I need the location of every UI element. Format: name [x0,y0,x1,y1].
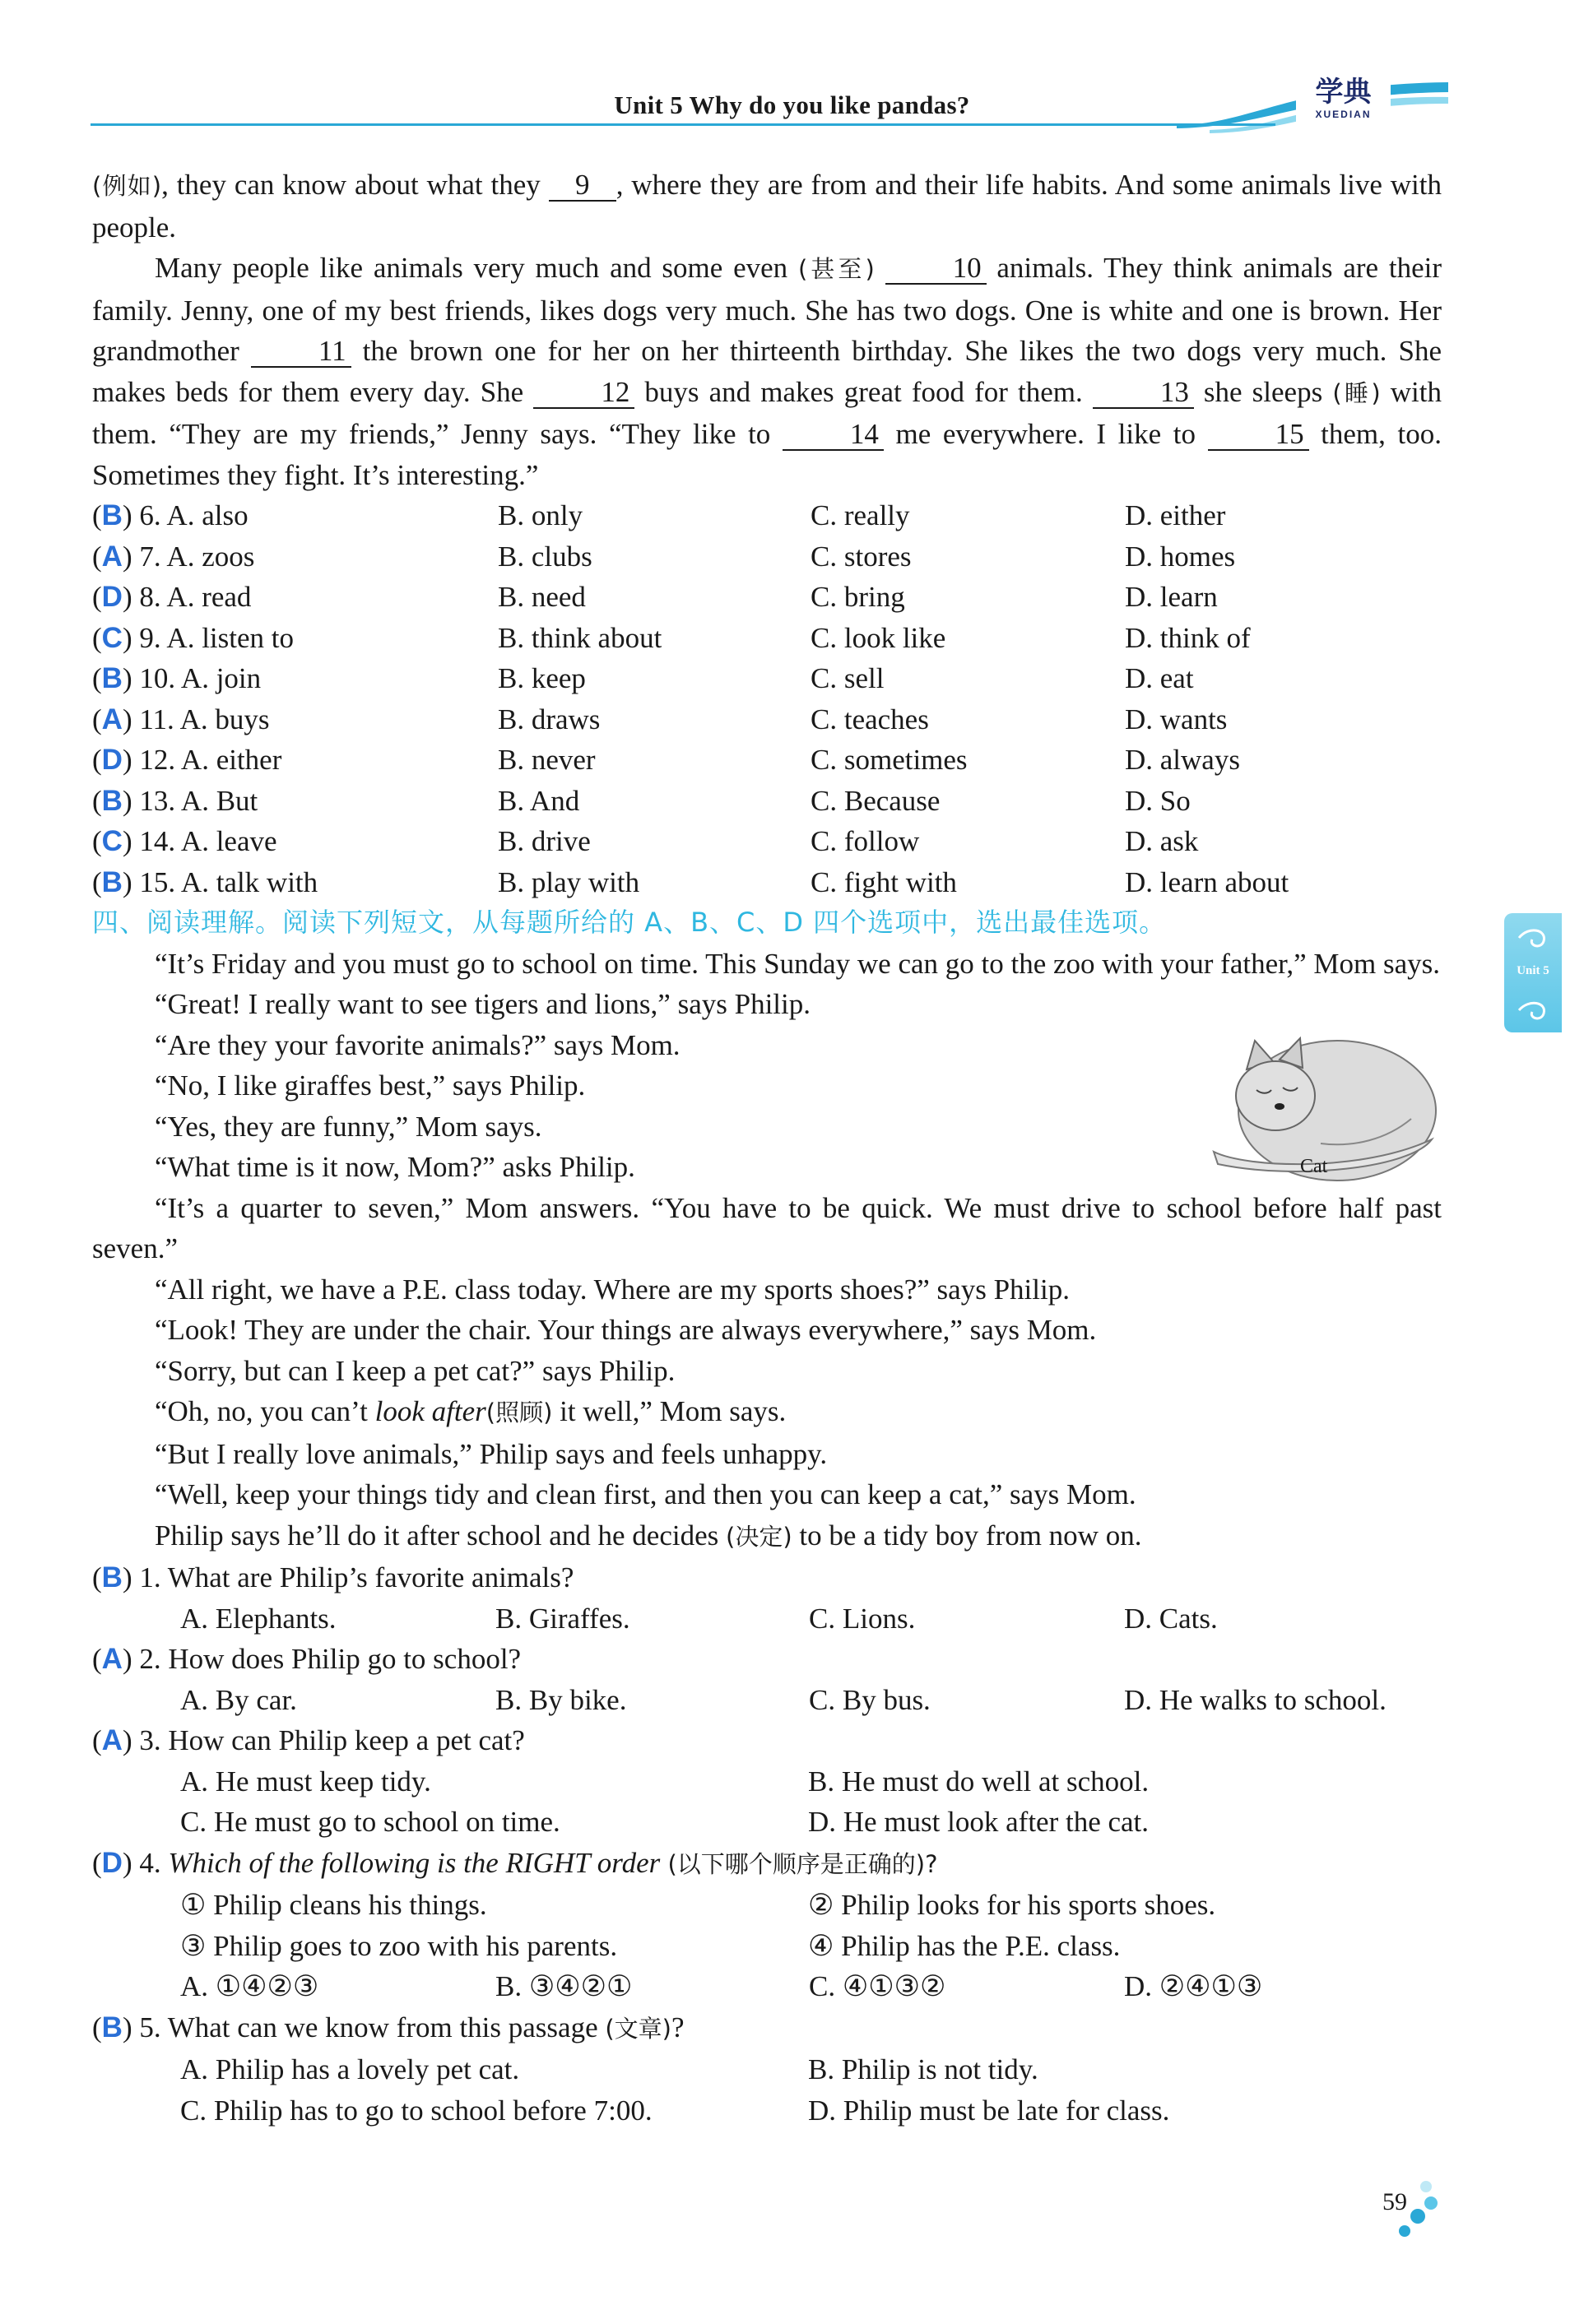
option-row: A. He must keep tidy. B. He must do well at school. [180,1765,1150,1798]
passage-line: “But I really love animals,” Philip says and feels unhappy. [155,1437,828,1470]
cloze-blank-15: 15 [1208,420,1309,451]
passage-line: “All right, we have a P.E. class today. Where are my sports shoes?” says Philip. [155,1273,1070,1306]
reading-passage [92,944,1442,1558]
answer-mark: B [101,784,123,817]
question-stem: (D) 4. Which of the following is the RIGHT order (以下哪个顺序是正确的)? [92,1846,938,1879]
option-row: (B) 15. A. talk with B. play with C. fight with D. learn about [92,865,1289,898]
option-row: (B) 13. A. But B. And C. Because D. So [92,784,1191,817]
answer-mark: A [101,703,123,735]
option-row: C. Philip has to go to school before 7:00. D. Philip must be late for class. [180,2094,1170,2127]
passage-line: “Look! They are under the chair. Your things are always everywhere,” says Mom. [155,1314,1097,1346]
passage-line: “It’s Friday and you must go to school on time. This Sunday we can go to the zoo with your father,” Mom says. [155,947,1441,980]
cat-caption: Cat [1300,1156,1328,1177]
answer-mark: A [101,1643,123,1675]
option-row: (B) 6. A. also B. only C. really D. either [92,499,1226,531]
passage-line: “Are they your favorite animals?” says Mom. [155,1028,681,1061]
option-row: (C) 14. A. leave B. drive C. follow D. ask [92,825,1199,857]
answer-mark: D [101,581,123,613]
passage-line: “Oh, no, you can’t look after(照顾) it well,” Mom says. [155,1395,787,1427]
unit-side-tab [1504,913,1562,1032]
chinese-gloss: (例如) [92,172,162,200]
option-row: (D) 8. A. read B. need C. bring D. learn [92,581,1218,613]
page-number: 59 [1382,2188,1407,2215]
option-row: (B) 10. A. join B. keep C. sell D. eat [92,662,1194,694]
passage-line: Philip says he’ll do it after school and he decides (决定) to be a tidy boy from now on. [155,1519,1142,1552]
passage-line: “Well, keep your things tidy and clean first, and then you can keep a cat,” says Mom. [155,1478,1136,1510]
answer-mark: B [101,2011,123,2043]
order-item-row: ① Philip cleans his things. ② Philip looks for his sports shoes. [180,1889,1216,1921]
passage-line: “It’s a quarter to seven,” Mom answers. “You have to be quick. We must drive to school before half past seven.” [92,1191,1442,1264]
cloze-blank-14: 14 [783,420,884,451]
chinese-gloss: (甚至) [797,255,875,283]
passage-line: “Yes, they are funny,” Mom says. [155,1110,542,1143]
answer-mark: C [101,825,123,857]
passage-line: “What time is it now, Mom?” asks Philip. [155,1151,635,1183]
question-stem: (A) 2. How does Philip go to school? [92,1643,522,1675]
question-1 [92,1557,1442,1639]
answer-mark: A [101,1724,123,1756]
option-row: A. Elephants. B. Giraffes. C. Lions. D. Cats. [180,1602,1218,1635]
side-tab-label: Unit 5 [1517,964,1549,977]
section-heading: 四、阅读理解。阅读下列短文，从每题所给的 A、B、C、D 四个选项中，选出最佳选项。 [92,907,1167,938]
brand-logo-text: 学典 [1315,76,1372,109]
page-title: Unit 5 Why do you like pandas? [614,90,970,119]
passage-line: “Great! I really want to see tigers and lions,” says Philip. [155,988,811,1020]
option-row: A. By car. B. By bike. C. By bus. D. He walks to school. [180,1683,1387,1716]
option-row: C. He must go to school on time. D. He must look after the cat. [180,1806,1150,1838]
answer-mark: B [101,662,123,694]
question-5 [92,2007,1442,2131]
answer-mark: C [101,621,123,654]
chinese-gloss: (决定) [726,1522,792,1551]
answer-mark: B [101,1561,123,1593]
option-row: (A) 11. A. buys B. draws C. teaches D. wants [92,703,1228,735]
cloze-blank-12: 12 [533,378,634,409]
brand-logo-sub: XUEDIAN [1315,109,1372,120]
decorative-dots [1395,2180,1444,2242]
main-content [92,165,1442,2131]
cloze-blank-9: 9 [549,170,616,202]
cloze-blank-13: 13 [1093,378,1194,409]
cloze-blank-10: 10 [885,253,987,285]
question-2 [92,1639,1442,1720]
answer-mark: D [101,1846,123,1879]
answer-mark: B [101,499,123,531]
option-row: (A) 7. A. zoos B. clubs C. stores D. homes [92,540,1236,573]
chinese-gloss: (以下哪个顺序是正确的)? [660,1849,938,1878]
passage-paragraph-1: (例如), they can know about what they 9 , where they are from and their life habits. And some animals live with people. [92,169,1442,244]
passage-line: “No, I like giraffes best,” says Philip. [155,1069,586,1102]
brand-logo [1296,72,1391,132]
chinese-gloss: (照顾) [485,1399,553,1426]
option-row: A. Philip has a lovely pet cat. B. Philip is not tidy. [180,2053,1038,2085]
chinese-gloss: (睡) [1332,378,1381,407]
passage-paragraph-2: Many people like animals very much and some even (甚至) 10 animals. They think animals are their family. Jenny, one of my best friends, likes dogs very much. She has two dogs. One is white and one is brown. Her grandmother 11 the brown one for her on her thirteenth birthday. She likes the two dogs very much. She makes beds for them every day. She 12 buys and makes great food for them. 13 she sleeps (睡) with them. “They are my friends,” Jenny says. “They like to 14 me everywhere. I like to 15 them, too. Sometimes they fight. It’s interesting.” [92,252,1442,491]
option-row: (C) 9. A. listen to B. think about C. look like D. think of [92,621,1251,654]
answer-mark: D [101,744,123,776]
question-stem: (B) 5. What can we know from this passage (文章)? [92,2011,685,2043]
question-stem: (A) 3. How can Philip keep a pet cat? [92,1724,525,1756]
question-4 [92,1843,1442,2007]
question-3 [92,1720,1442,1843]
order-item-row: ③ Philip goes to zoo with his parents. ④ Philip has the P.E. class. [180,1929,1121,1962]
passage-line: “Sorry, but can I keep a pet cat?” says Philip. [155,1354,676,1387]
option-row: A. ①④②③ B. ③④②① C. ④①③② D. ②④①③ [180,1970,1263,2002]
question-stem: (B) 1. What are Philip’s favorite animals? [92,1561,574,1593]
chinese-gloss: (文章) [605,2014,671,2043]
cloze-blank-11: 11 [251,336,351,368]
option-row: (D) 12. A. either B. never C. sometimes D. always [92,744,1240,776]
header-rule [91,123,1275,126]
answer-mark: A [101,540,123,573]
cloze-options [92,495,1442,902]
answer-mark: B [101,865,123,898]
